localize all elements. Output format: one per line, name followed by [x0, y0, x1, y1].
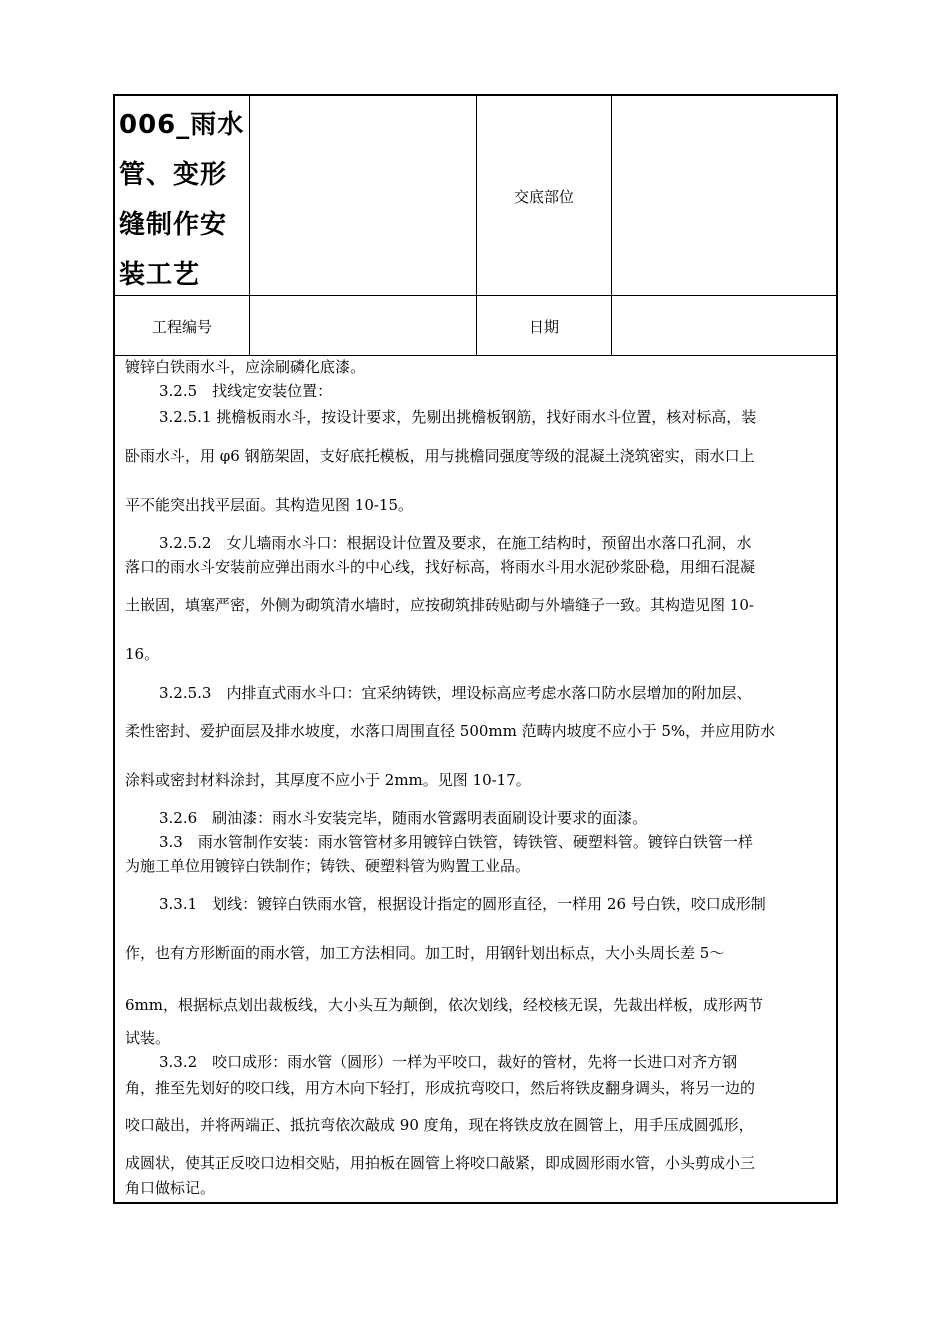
- text-line: 6mm，根据标点划出裁板线，大小头互为颠倒，依次划线，经校核无误，先裁出样板，成形两节: [125, 996, 763, 1014]
- document-frame: [113, 94, 838, 1204]
- text-line: 落口的雨水斗安装前应弹出雨水斗的中心线，找好标高，将雨水斗用水泥砂浆卧稳，用细石混凝: [125, 558, 756, 576]
- text-line: 3.3.2 咬口成形：雨水管（圆形）一样为平咬口，裁好的管材，先将一长进口对齐方钢: [159, 1053, 738, 1071]
- header-table: [115, 96, 836, 355]
- date-label: 日期: [528, 318, 559, 336]
- title-line: 006_雨水: [119, 110, 245, 140]
- text-line: 为施工单位用镀锌白铁制作；铸铁、硬塑料管为购置工业品。: [125, 857, 531, 875]
- text-line: 镀锌白铁雨水斗，应涂刷磷化底漆。: [125, 358, 366, 376]
- text-line: 作，也有方形断面的雨水管，加工方法相同。加工时，用钢针划出标点，大小头周长差 5～: [125, 944, 725, 962]
- text-line: 3.2.6 刷油漆：雨水斗安装完毕，随雨水管露明表面刷设计要求的面漆。: [159, 809, 648, 827]
- title-line: 管、变形: [119, 160, 228, 190]
- text-line: 角，推至先划好的咬口线，用方木向下轻打，形成抗弯咬口，然后将铁皮翻身调头，将另一边的: [125, 1079, 756, 1097]
- text-line: 16。: [125, 645, 160, 663]
- text-line: 3.3.1 划线：镀锌白铁雨水管，根据设计指定的圆形直径，一样用 26 号白铁，咬口成形制: [159, 895, 766, 913]
- text-line: 3.2.5 找线定安装位置：: [159, 382, 333, 400]
- text-line: 卧雨水斗，用 φ6 钢筋架固，支好底托模板，用与挑檐同强度等级的混凝土浇筑密实，雨水口上: [125, 447, 755, 465]
- text-line: 咬口敲出，并将两端正、抵抗弯依次敲成 90 度角，现在将铁皮放在圆管上，用手压成圆弧形，: [125, 1116, 754, 1134]
- text-line: 试装。: [125, 1029, 171, 1047]
- table-divider: [611, 96, 612, 355]
- document-title: [119, 100, 247, 300]
- project-no-label: 工程编号: [151, 318, 212, 336]
- text-line: 平不能突出找平层面。其构造见图 10-15。: [125, 496, 414, 514]
- text-line: 3.2.5.3 内排直式雨水斗口：宜采纳铸铁，埋设标高应考虑水落口防水层增加的附加层、: [159, 684, 752, 702]
- text-line: 涂料或密封材料涂封，其厚度不应小于 2mm。见图 10-17。: [125, 771, 531, 789]
- text-line: 角口做标记。: [125, 1179, 216, 1197]
- text-line: 成圆状，使其正反咬口边相交贴，用拍板在圆管上将咬口敲紧，即成圆形雨水管，小头剪成小三: [125, 1154, 756, 1172]
- text-line: 3.2.5.1 挑檐板雨水斗，按设计要求，先剔出挑檐板钢筋，找好雨水斗位置，核对标高，装: [159, 408, 757, 426]
- text-line: 3.3 雨水管制作安装：雨水管管材多用镀锌白铁管，铸铁管、硬塑料管。镀锌白铁管一样: [159, 833, 753, 851]
- title-line: 装工艺: [119, 260, 201, 290]
- text-line: 3.2.5.2 女儿墙雨水斗口：根据设计位置及要求，在施工结构时，预留出水落口孔洞，水: [159, 534, 752, 552]
- text-line: 柔性密封、爱护面层及排水坡度，水落口周围直径 500mm 范畴内坡度不应小于 5%，并应用防水: [125, 722, 776, 740]
- table-divider: [249, 96, 250, 355]
- text-line: 土嵌固，填塞严密，外侧为砌筑清水墙时，应按砌筑排砖贴砌与外墙缝子一致。其构造见图 10-: [125, 596, 754, 614]
- title-line: 缝制作安: [119, 210, 228, 240]
- table-divider: [115, 295, 836, 296]
- disclosure-label: 交底部位: [513, 188, 574, 206]
